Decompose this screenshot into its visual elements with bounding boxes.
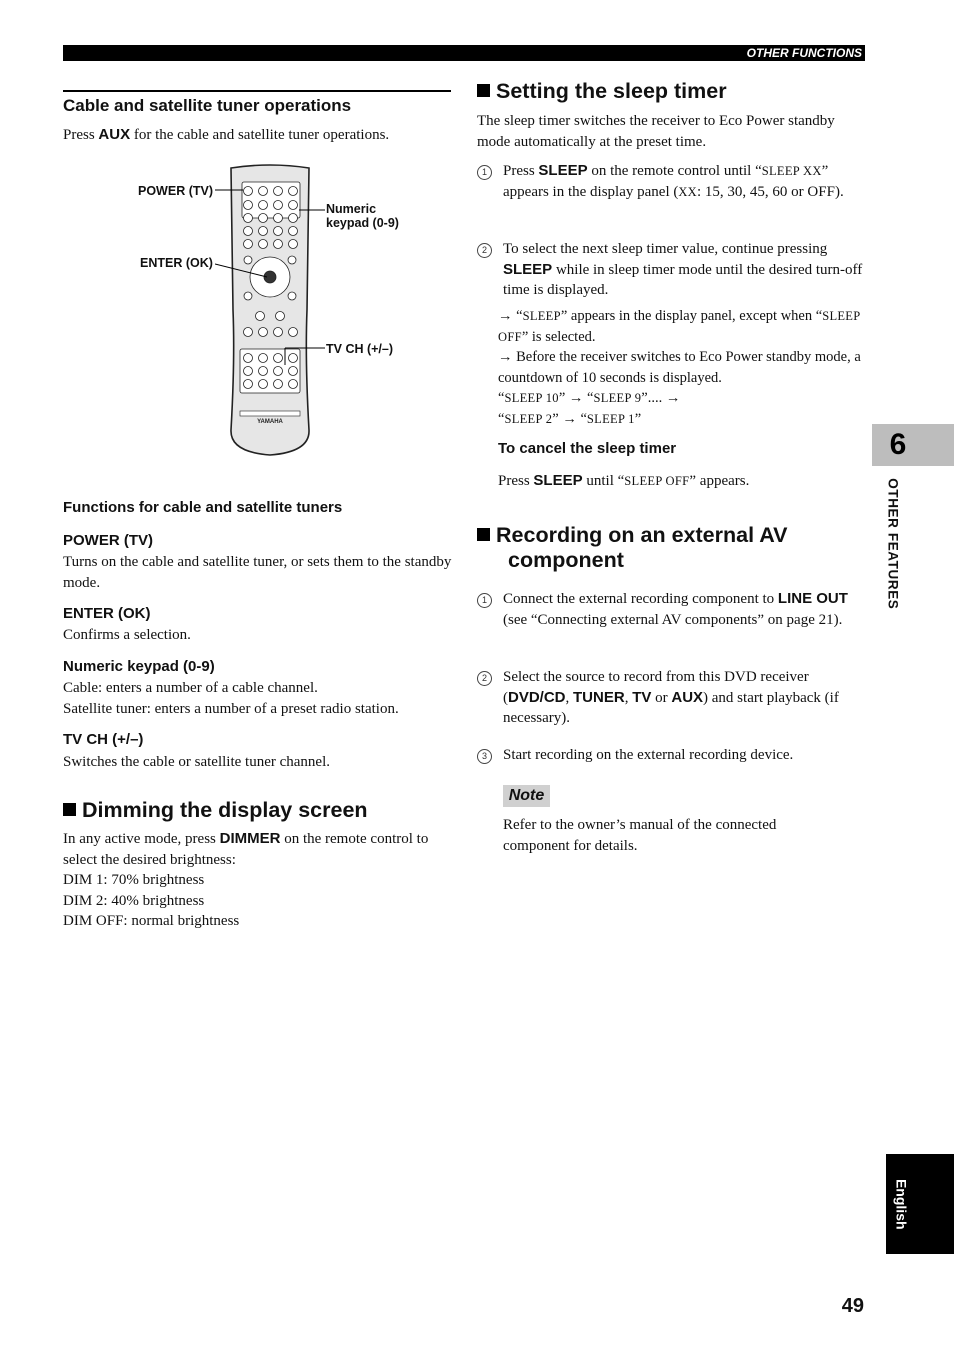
note-label: Note [503,785,550,807]
sleep-key-label: SLEEP [538,162,588,179]
line-out-key-label: LINE OUT [777,590,848,607]
figure-label-enter: ENTER (OK) [140,256,213,270]
dimming-heading: Dimming the display screen [63,798,368,823]
remote-control-illustration [215,160,325,460]
figure-label-tvch: TV CH (+/–) [326,342,394,356]
sleep-heading: Setting the sleep timer [477,79,727,104]
term-power-tv: POWER (TV) [63,532,153,549]
figure-label-power: POWER (TV) [138,184,213,198]
functions-heading: Functions for cable and satellite tuners [63,499,343,516]
section-tab [880,478,900,638]
chapter-number: 6 [889,428,907,461]
step-number: 1 [477,165,492,180]
section-rule [63,90,451,92]
cancel-sleep-text: Press SLEEP until “SLEEP OFF” appears. [498,472,750,489]
note-arrow-line-2: → Before the receiver switches to Eco Power standby mode, a countdown of 10 seconds is displayed. [498,349,861,386]
recording-step-3: Start recording on the external recording device. [503,747,794,763]
aux-key-label: AUX [98,126,131,143]
header-bar [63,45,865,61]
sleep-key-label: SLEEP [533,472,583,489]
dimming-levels [63,870,453,932]
step-number: 3 [477,749,492,764]
term-numeric-keypad: Numeric keypad (0-9) [63,658,215,675]
arrow-icon: → [498,308,513,324]
sleep-step-2: To select the next sleep timer value, continue pressing SLEEP while in sleep timer mode until the desired turn-off time is displayed. [503,241,863,298]
step-number: 1 [477,593,492,608]
recording-step-1: Connect the external recording component to LINE OUT (see “Connecting external AV components” on page 21). [503,590,848,628]
note-text: Refer to the owner’s manual of the connected component for details. [503,817,777,854]
remote-brand-text: YAMAHA [257,419,283,425]
desc-tv-ch: Switches the cable or satellite tuner channel. [63,754,330,770]
cable-intro: Press AUX for the cable and satellite tuner operations. [63,126,390,143]
arrow-icon: → [562,410,577,427]
note-arrow-line-1: → “SLEEP” appears in the display panel, except when “SLEEP OFF” is selected. [498,308,861,345]
dimmer-key-label: DIMMER [219,830,281,847]
heading-bullet [477,84,490,97]
dim-level: DIM 2: 40% brightness [63,892,205,909]
page-number: 49 [841,1295,864,1317]
cancel-sleep-heading: To cancel the sleep timer [498,440,677,457]
step-number: 2 [477,671,492,686]
sleep-intro: The sleep timer switches the receiver to Eco Power standby mode automatically at the preset time. [477,113,835,150]
running-header: OTHER FUNCTIONS [746,46,862,60]
desc-enter-ok: Confirms a selection. [63,627,191,643]
sleep-key-label: SLEEP [503,260,553,278]
heading-bullet [477,528,490,541]
desc-numeric-keypad: Cable: enters a number of a cable channel. Satellite tuner: enters a number of a preset radio station. [63,680,399,717]
sleep-step-2-notes [498,306,864,429]
term-enter-ok: ENTER (OK) [63,605,151,622]
cable-heading: Cable and satellite tuner operations [63,96,352,115]
dimming-intro: In any active mode, press DIMMER on the remote control to select the desired brightness: [63,830,429,868]
term-tv-ch: TV CH (+/–) [63,731,144,748]
language-label: English [893,1178,910,1230]
step-number: 2 [477,243,492,258]
arrow-icon: → [498,349,513,365]
dim-level: DIM 1: 70% brightness [63,872,205,888]
figure-label-keypad: Numeric keypad (0-9) [326,202,399,230]
arrow-icon: → [665,390,681,406]
recording-step-2: Select the source to record from this DVD receiver (DVD/CD, TUNER, TV or AUX) and start playback (if necessary). [503,669,839,726]
countdown-sequence-2: “SLEEP 2” → “SLEEP 1” [498,410,642,427]
countdown-sequence-1: “SLEEP 10” → “SLEEP 9”.... → [498,390,681,406]
arrow-icon: → [568,390,584,406]
dim-level: DIM OFF: normal brightness [63,913,240,929]
section-tab-label: OTHER FEATURES [885,478,901,610]
recording-heading: Recording on an external AV component [477,523,788,573]
sleep-step-1: Press SLEEP on the remote control until “SLEEP XX” appears in the display panel (XX: 15, 30, 45, 60 or OFF). [503,162,844,200]
language-tab-text [886,1154,916,1254]
heading-bullet [63,803,76,816]
desc-power-tv: Turns on the cable and satellite tuner, or sets them to the standby mode. [63,554,452,591]
